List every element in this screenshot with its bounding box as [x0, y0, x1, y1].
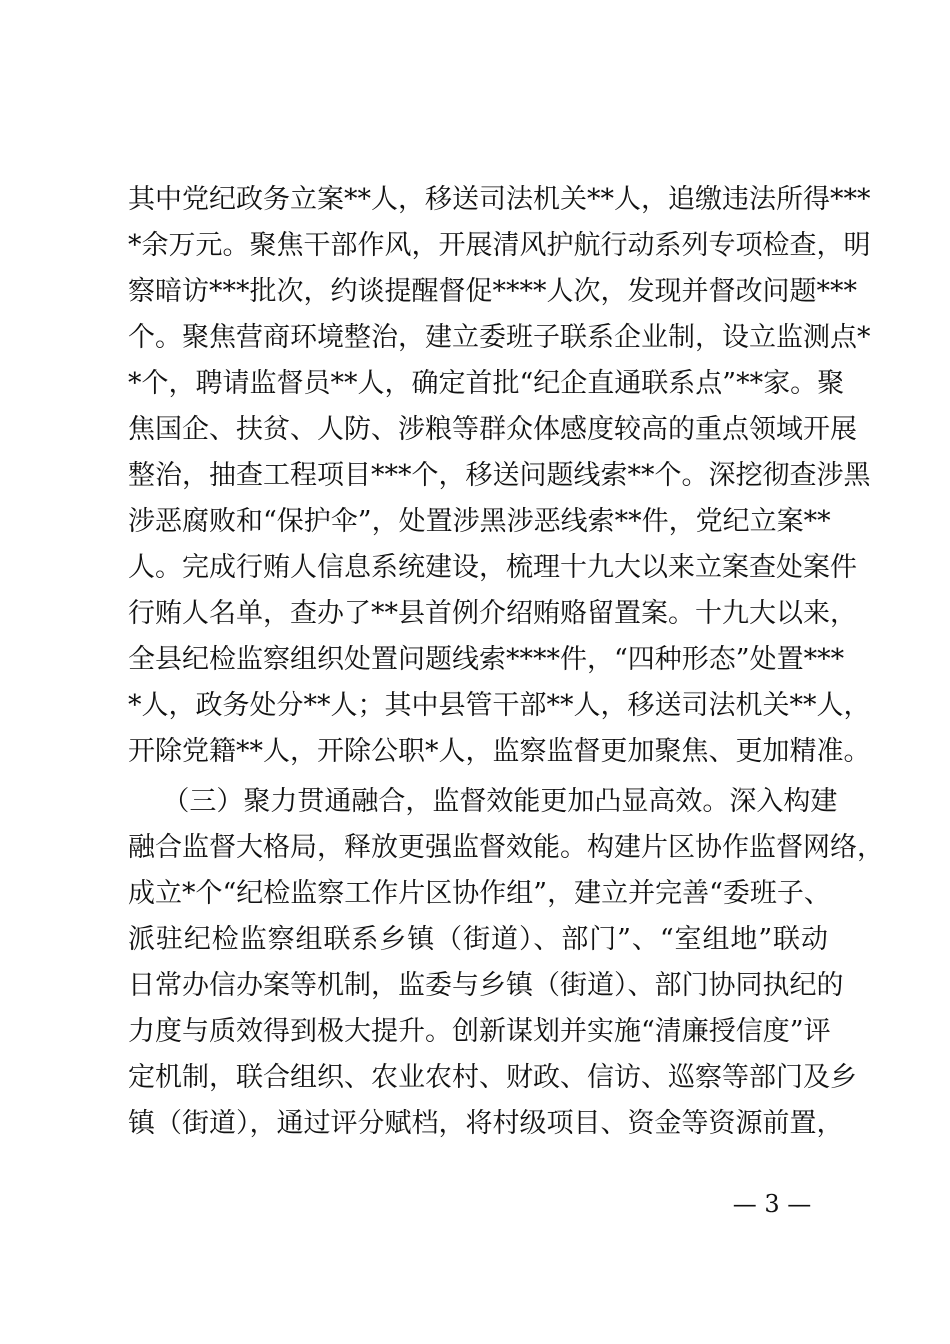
- page-number: — 3 —: [732, 1190, 812, 1218]
- paragraph-end-line: 开除党籍**人，开除公职*人，监察监督更加聚焦、更加精准。: [128, 736, 871, 767]
- text-line: 融合监督大格局，释放更强监督效能。构建片区协作监督网络，: [128, 832, 884, 863]
- text-line: 其中党纪政务立案**人，移送司法机关**人，追缴违法所得***: [128, 184, 871, 215]
- text-line: 力度与质效得到极大提升。创新谋划并实施“清廉授信度”评: [128, 1016, 831, 1047]
- text-line: *个，聘请监督员**人，确定首批“纪企直通联系点”**家。聚: [128, 368, 845, 399]
- text-line: 成立*个“纪检监察工作片区协作组”，建立并完善“委班子、: [128, 878, 831, 909]
- text-line: 定机制，联合组织、农业农村、财政、信访、巡察等部门及乡: [128, 1062, 857, 1093]
- text-line: *余万元。聚焦干部作风，开展清风护航行动系列专项检查，明: [128, 230, 871, 261]
- text-line: *人，政务处分**人；其中县管干部**人，移送司法机关**人，: [128, 690, 871, 721]
- text-line: 日常办信办案等机制，监委与乡镇（街道）、部门协同执纪的: [128, 970, 844, 1001]
- text-line: 涉恶腐败和“保护伞”，处置涉黑涉恶线索**件，党纪立案**: [128, 506, 831, 537]
- section-heading-line: （三）聚力贯通融合，监督效能更加凸显高效。深入构建: [128, 786, 838, 817]
- text-line: 镇（街道），通过评分赋档，将村级项目、资金等资源前置，: [128, 1108, 844, 1139]
- text-line: 派驻纪检监察组联系乡镇（街道）、部门”、“室组地”联动: [128, 924, 828, 955]
- text-line: 焦国企、扶贫、人防、涉粮等群众体感度较高的重点领域开展: [128, 414, 857, 445]
- text-line: 察暗访***批次，约谈提醒督促****人次，发现并督改问题***: [128, 276, 857, 307]
- text-line: 人。完成行贿人信息系统建设，梳理十九大以来立案查处案件: [128, 552, 857, 583]
- text-line: 整治，抽查工程项目***个，移送问题线索**个。深挖彻查涉黑: [128, 460, 871, 491]
- text-line: 行贿人名单，查办了**县首例介绍贿赂留置案。十九大以来，: [128, 598, 857, 629]
- text-line: 全县纪检监察组织处置问题线索****件，“四种形态”处置***: [128, 644, 845, 675]
- text-line: 个。聚焦营商环境整治，建立委班子联系企业制，设立监测点*: [128, 322, 871, 353]
